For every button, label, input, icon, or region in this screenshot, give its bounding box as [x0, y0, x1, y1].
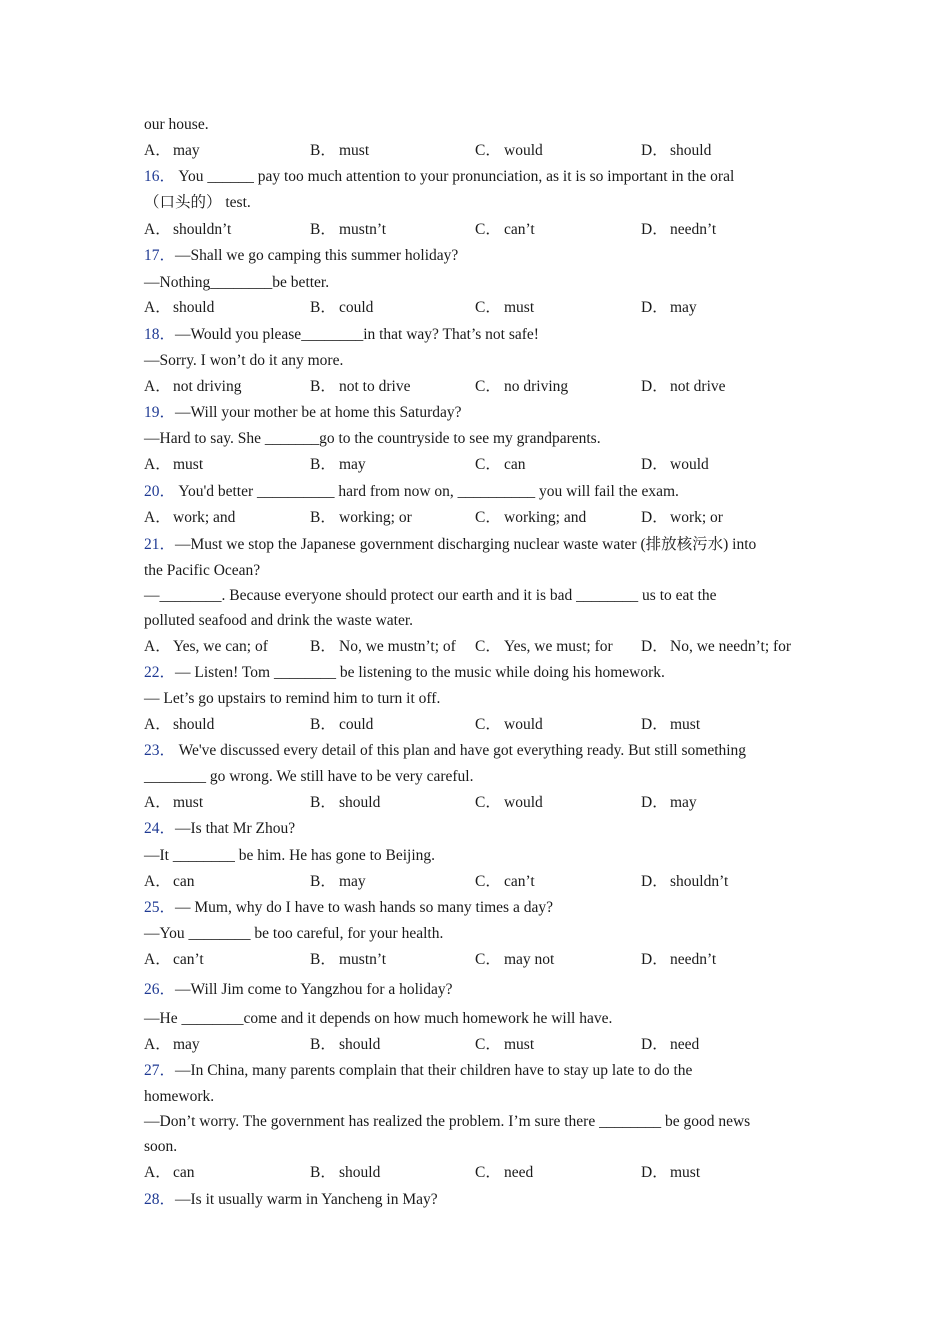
question-text: — Let’s go upstairs to remind him to turn it off.	[144, 690, 441, 707]
intro-text: our house.	[144, 116, 209, 133]
option-a: A． must	[144, 456, 204, 473]
option-b: B． could	[310, 716, 374, 733]
question-19: 19．—Will your mother be at home this Saturday?	[144, 404, 462, 421]
option-b: B． may	[310, 873, 366, 890]
option-d: D． work; or	[641, 509, 723, 526]
question-text: homework.	[144, 1088, 215, 1105]
option-d: D． shouldn’t	[641, 873, 729, 890]
option-a: A． should	[144, 299, 215, 316]
option-a: A． work; and	[144, 509, 236, 526]
question-20: 20． You'd better __________ hard from now on, __________ you will fail the exam.	[144, 483, 679, 500]
intro-option-d: D． should	[641, 142, 712, 159]
option-d: D． needn’t	[641, 951, 717, 968]
option-a: A． should	[144, 716, 215, 733]
option-d: D． No, we needn’t; for	[641, 638, 792, 655]
option-c: C． would	[475, 794, 543, 811]
intro-option-c: C． would	[475, 142, 543, 159]
option-d: D． must	[641, 716, 701, 733]
option-b: B． mustn’t	[310, 221, 387, 238]
option-d: D． may	[641, 299, 697, 316]
question-number: 25．	[144, 899, 176, 916]
option-d: D． needn’t	[641, 221, 717, 238]
intro-option-a: A． may	[144, 142, 200, 159]
question-number: 26．	[144, 981, 176, 998]
option-a: A． shouldn’t	[144, 221, 232, 238]
option-d: D． not drive	[641, 378, 726, 395]
question-text: —Don’t worry. The government has realized the problem. I’m sure there ________ be good news	[144, 1113, 751, 1130]
question-number: 22．	[144, 664, 176, 681]
option-b: B． could	[310, 299, 374, 316]
question-number: 27．	[144, 1062, 176, 1079]
question-text: —It ________ be him. He has gone to Beijing.	[144, 847, 436, 864]
option-a: A． can’t	[144, 951, 204, 968]
question-number: 21．	[144, 536, 176, 553]
question-text: the Pacific Ocean?	[144, 562, 261, 579]
option-d: D． would	[641, 456, 709, 473]
option-c: C． can	[475, 456, 526, 473]
question-26: 26．—Will Jim come to Yangzhou for a holiday?	[144, 981, 453, 998]
option-d: D． may	[641, 794, 697, 811]
option-d: D． must	[641, 1164, 701, 1181]
option-c: C． no driving	[475, 378, 569, 395]
question-text: —________. Because everyone should protect our earth and it is bad ________ us to eat the	[144, 587, 717, 604]
question-18: 18．—Would you please________in that way? That’s not safe!	[144, 326, 539, 343]
option-a: A． Yes, we can; of	[144, 638, 268, 655]
option-c: C． must	[475, 1036, 535, 1053]
intro-option-b: B． must	[310, 142, 370, 159]
question-text: polluted seafood and drink the waste water.	[144, 612, 414, 629]
option-c: C． may not	[475, 951, 555, 968]
question-number: 20．	[144, 483, 176, 500]
option-d: D． need	[641, 1036, 700, 1053]
option-a: A． must	[144, 794, 204, 811]
option-c: C． working; and	[475, 509, 587, 526]
option-b: B． not to drive	[310, 378, 411, 395]
option-b: B． should	[310, 1036, 381, 1053]
question-number: 16．	[144, 168, 176, 185]
option-b: B． may	[310, 456, 366, 473]
option-c: C． must	[475, 299, 535, 316]
question-27: 27．—In China, many parents complain that their children have to stay up late to do the	[144, 1062, 693, 1079]
option-b: B． should	[310, 1164, 381, 1181]
question-23: 23． We've discussed every detail of this plan and have got everything ready. But still something	[144, 742, 747, 759]
question-number: 23．	[144, 742, 176, 759]
question-number: 28．	[144, 1191, 176, 1208]
option-a: A． not driving	[144, 378, 242, 395]
question-17: 17．—Shall we go camping this summer holiday?	[144, 247, 459, 264]
question-number: 18．	[144, 326, 176, 343]
question-number: 19．	[144, 404, 176, 421]
question-text: soon.	[144, 1138, 178, 1155]
question-text: —He ________come and it depends on how much homework he will have.	[144, 1010, 613, 1027]
question-text: —Hard to say. She _______go to the countryside to see my grandparents.	[144, 430, 601, 447]
option-a: A． can	[144, 873, 195, 890]
option-a: A． may	[144, 1036, 200, 1053]
option-c: C． can’t	[475, 221, 535, 238]
question-number: 24．	[144, 820, 176, 837]
question-22: 22．— Listen! Tom ________ be listening to the music while doing his homework.	[144, 664, 665, 681]
option-b: B． No, we mustn’t; of	[310, 638, 456, 655]
question-21: 21．—Must we stop the Japanese government discharging nuclear waste water (排放核污水) into	[144, 536, 757, 553]
question-text: —Nothing________be better.	[144, 274, 330, 291]
question-25: 25．— Mum, why do I have to wash hands so many times a day?	[144, 899, 553, 916]
option-b: B． mustn’t	[310, 951, 387, 968]
question-28: 28．—Is it usually warm in Yancheng in May?	[144, 1191, 438, 1208]
option-b: B． working; or	[310, 509, 412, 526]
option-b: B． should	[310, 794, 381, 811]
question-number: 17．	[144, 247, 176, 264]
question-text: ________ go wrong. We still have to be very careful.	[144, 768, 474, 785]
option-c: C． need	[475, 1164, 534, 1181]
question-text: —You ________ be too careful, for your health.	[144, 925, 444, 942]
option-a: A． can	[144, 1164, 195, 1181]
question-text: （口头的） test.	[144, 194, 251, 211]
option-c: C． would	[475, 716, 543, 733]
question-text: —Sorry. I won’t do it any more.	[144, 352, 344, 369]
question-16: 16． You ______ pay too much attention to your pronunciation, as it is so important in the oral	[144, 168, 735, 185]
option-c: C． Yes, we must; for	[475, 638, 613, 655]
question-24: 24．—Is that Mr Zhou?	[144, 820, 296, 837]
option-c: C． can’t	[475, 873, 535, 890]
